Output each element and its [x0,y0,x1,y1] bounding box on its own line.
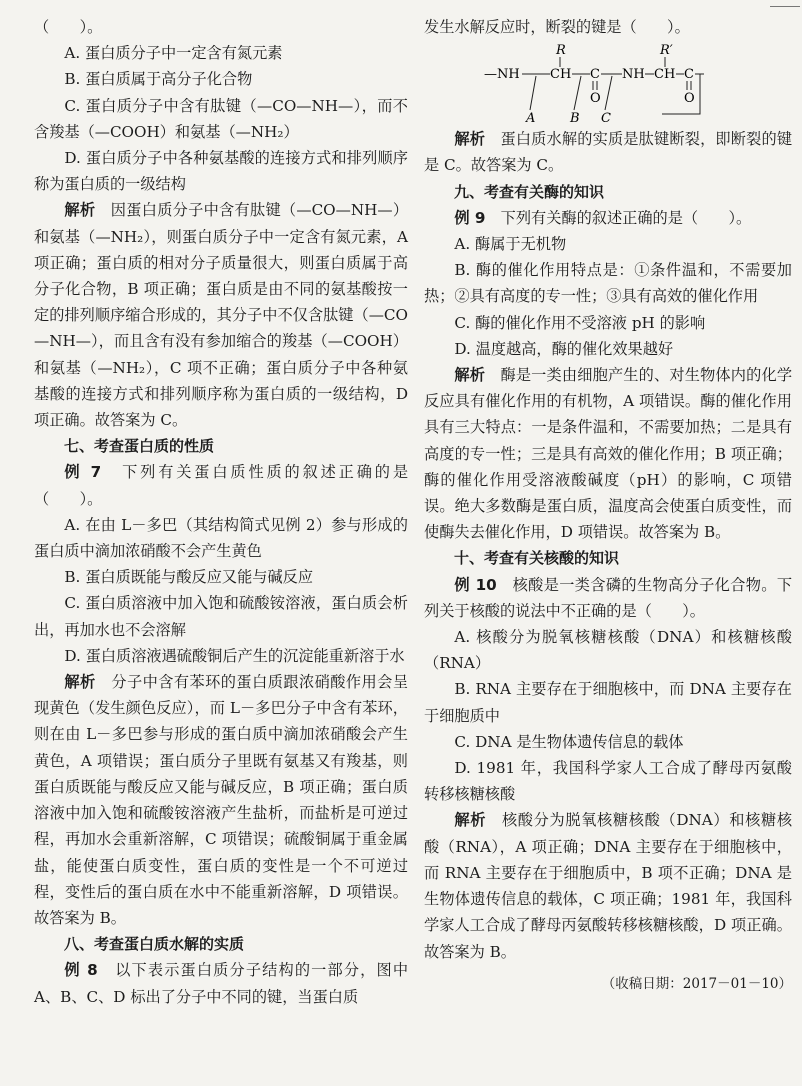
analysis-label: 解析 [64,673,96,692]
q7-stem [34,459,408,511]
q8-stem-continued: 发生水解反应时，断裂的键是（ ）。 [424,18,690,36]
right-column [424,14,792,997]
received-date: （收稿日期：2017－01－10） [601,975,792,992]
q7-option-b: B. 蛋白质既能与酸反应又能与碱反应 [64,568,314,587]
q6-option-a: A. 蛋白质分子中一定含有氮元素 [64,44,283,63]
q10-option-c: C. DNA 是生物体遗传信息的载体 [454,732,684,751]
q7-option-c: C. 蛋白质溶液中加入饱和硫酸铵溶液，蛋白质会析出，再加水也不会溶解 [34,594,408,639]
q10-option-a: A. 核酸分为脱氧核糖核酸（DNA）和核糖核酸（RNA） [424,628,792,673]
diagram-r-prime: R′ [660,43,673,59]
top-rule [770,6,800,7]
q9-stem [424,205,792,231]
q6-analysis [34,197,408,433]
diagram-pointer-c [605,76,612,110]
analysis-label: 解析 [64,201,96,220]
diagram-o-left: O [590,91,601,107]
q6-analysis-text: 因蛋白质分子中含有肽键（—CO—NH—）和氨基（—NH₂），则蛋白质分子中一定含有氮元素，A 项正确；蛋白质的相对分子质量很大，则蛋白质属于高分子化合物，B 项正确；蛋白质是由不同的氨基酸按一定的排列顺序缩合形成的，其分子中不仅含肽键（—CO—NH—），而且含有没有参加缩合的羧基（—COOH）和氨基（—NH₂），C 项不正确；蛋白质分子中各种氨基酸的连接方式和排列顺序称为蛋白质的一级结构，D 项正确。故答案为 C。 [34,201,409,430]
q10-analysis [424,807,792,964]
analysis-label: 解析 [454,130,486,149]
example-label: 例 8 [64,961,98,980]
q6-stem-tail: （ ）。 [34,18,103,36]
diagram-nh-left: —NH [484,67,520,83]
diagram-c-left: C [590,67,600,83]
analysis-label: 解析 [454,811,487,830]
section-heading-7: 七、考查蛋白质的性质 [64,437,215,456]
diagram-ch-right: CH [654,67,676,83]
q6-option-b: B. 蛋白质属于高分子化合物 [64,70,253,89]
q9-option-a: A. 酶属于无机物 [454,235,567,254]
q7-option-a: A. 在由 L－多巴（其结构简式见例 2）参与形成的蛋白质中滴加浓硝酸不会产生黄色 [34,515,408,561]
q9-option-d: D. 温度越高，酶的催化效果越好 [454,339,674,358]
q9-stem-text: 下列有关酶的叙述正确的是（ ）。 [500,208,752,227]
section-heading-8: 八、考查蛋白质水解的实质 [64,935,245,954]
section-heading-10: 十、考查有关核酸的知识 [454,549,620,568]
peptide-structure-diagram [484,42,704,124]
q6-option-c: C. 蛋白质分子中含有肽键（—CO—NH—），而不含羧基（—COOH）和氨基（—NH₂） [34,96,408,141]
q6-option-d: D. 蛋白质分子中各种氨基酸的连接方式和排列顺序称为蛋白质的一级结构 [34,149,408,194]
q10-option-b: B. RNA 主要存在于细胞核中，而 DNA 主要存在于细胞质中 [424,680,792,725]
q10-option-d: D. 1981 年，我国科学家人工合成了酵母丙氨酸转移核糖核酸 [424,759,792,804]
diagram-label-a: A [526,111,536,125]
q8-analysis [424,126,792,178]
analysis-label: 解析 [454,366,486,385]
q9-option-c: C. 酶的催化作用不受溶液 pH 的影响 [454,313,706,332]
q7-stem-text: 下列有关蛋白质性质的叙述正确的是（ ）。 [34,463,409,508]
diagram-nh-right: NH [622,67,645,83]
q9-analysis-text: 酶是一类由细胞产生的、对生物体内的化学反应具有催化作用的有机物，A 项错误。酶的催化作用具有三大特点：一是条件温和，不需要加热；二是具有高度的专一性；三是具有高效的催化作用；B 项正确；酶的催化作用受溶液酸碱度（pH）的影响，C 项错误。绝大多数酶是蛋白质，温度高会使蛋白质变性，而使酶失去催化作用，D 项错误。故答案为 B。 [424,366,793,542]
diagram-o-right: O [684,91,695,107]
q10-analysis-text: 核酸分为脱氧核糖核酸（DNA）和核糖核酸（RNA），A 项正确；DNA 主要存在于细胞核中，而 RNA 主要存在于细胞质中，B 项不正确；DNA 是生物体遗传信息的载体，C 项正确；1981 年，我国科学家人工合成了酵母丙氨酸转移核糖核酸，D 项正确。故答案为 B。 [424,811,793,961]
q7-option-d: D. 蛋白质溶液遇硫酸铜后产生的沉淀能重新溶于水 [64,646,405,665]
diagram-label-b: B [570,111,580,125]
q10-stem-text: 核酸是一类含磷的生物高分子化合物。下列关于核酸的说法中不正确的是（ ）。 [424,575,793,620]
q7-analysis [34,669,408,931]
example-label: 例 7 [64,463,102,482]
q8-analysis-text: 蛋白质水解的实质是肽键断裂，即断裂的键是 C。故答案为 C。 [424,130,793,175]
diagram-label-c: C [601,111,611,125]
q10-stem [424,572,792,624]
q9-analysis [424,362,792,545]
diagram-pointer-a [530,76,536,110]
example-label: 例 9 [454,208,486,227]
diagram-pointer-b [574,76,581,110]
section-heading-9: 九、考查有关酶的知识 [454,182,605,201]
diagram-c-right: C [684,67,694,83]
example-label: 例 10 [454,575,497,594]
q7-analysis-text: 分子中含有苯环的蛋白质跟浓硝酸作用会呈现黄色（发生颜色反应），而 L－多巴分子中含有苯环，则在由 L－多巴参与形成的蛋白质中滴加浓硝酸会产生黄色，A 项错误；蛋白质分子里既有氨基又有羧基，则蛋白质既能与酸反应又能与碱反应，B 项正确；蛋白质溶液中加入饱和硫酸铵溶液产生盐析，而盐析是可逆过程，再加水会重新溶解，C 项错误；硫酸铜属于重金属盐，能使蛋白质变性，蛋白质的变性是一个不可逆过程，变性后的蛋白质在水中不能重新溶解，D 项错误。故答案为 B。 [34,673,409,927]
q8-stem-text: 以下表示蛋白质分子结构的一部分，图中 A、B、C、D 标出了分子中不同的键，当蛋白质 [34,961,409,1006]
diagram-r: R [556,43,566,59]
q9-option-b: B. 酶的催化作用特点是：①条件温和，不需要加热；②具有高度的专一性；③具有高效的催化作用 [424,261,792,306]
q8-stem [34,957,408,1009]
diagram-ch-left: CH [550,67,572,83]
left-column [34,14,408,1010]
